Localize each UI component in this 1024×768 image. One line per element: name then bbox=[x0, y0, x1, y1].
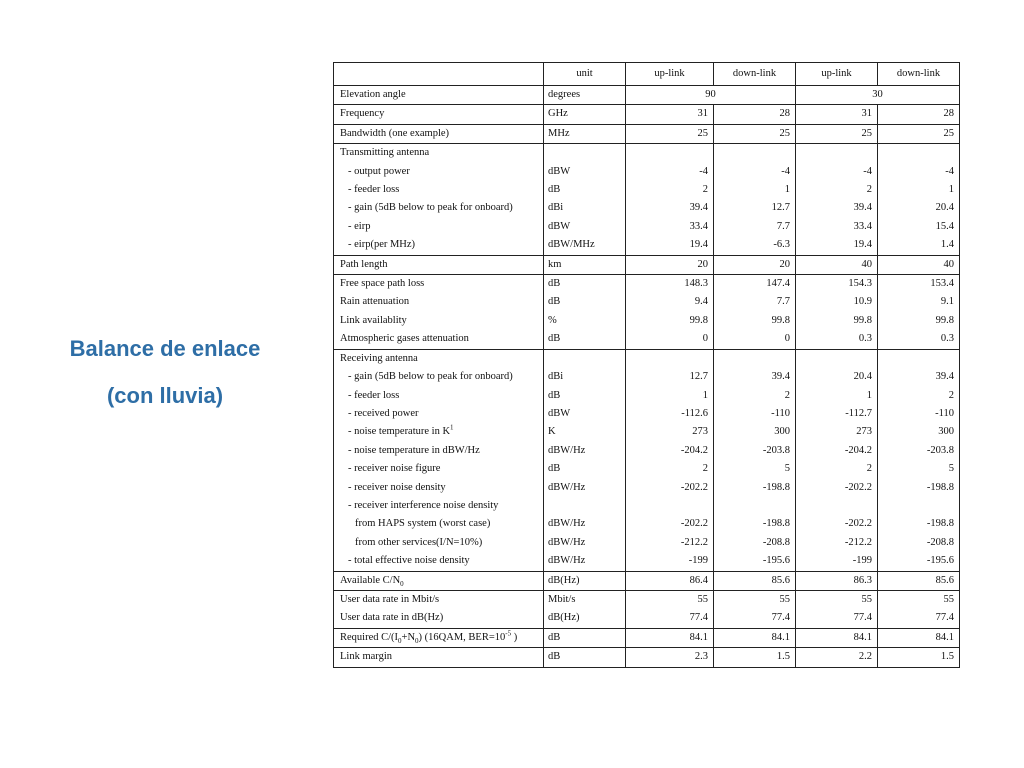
row-value: -208.8 bbox=[878, 534, 960, 552]
row-label: Path length bbox=[334, 255, 544, 274]
row-value: -199 bbox=[626, 552, 714, 571]
table-row bbox=[334, 648, 960, 667]
row-value: 1 bbox=[626, 387, 714, 405]
row-value: 0.3 bbox=[796, 330, 878, 349]
row-value: 0 bbox=[714, 330, 796, 349]
row-value: 1 bbox=[714, 181, 796, 199]
link-budget-table bbox=[333, 62, 960, 668]
row-value: -4 bbox=[626, 163, 714, 181]
row-value bbox=[796, 144, 878, 163]
row-value: 55 bbox=[714, 590, 796, 609]
row-value: 1.5 bbox=[714, 648, 796, 667]
row-unit: degrees bbox=[544, 86, 626, 105]
row-value: 99.8 bbox=[878, 312, 960, 330]
row-value bbox=[796, 349, 878, 368]
row-value: 39.4 bbox=[796, 199, 878, 217]
row-label: Atmospheric gases attenuation bbox=[334, 330, 544, 349]
row-value: 86.4 bbox=[626, 571, 714, 590]
row-label: Rain attenuation bbox=[334, 293, 544, 311]
row-unit: dB(Hz) bbox=[544, 571, 626, 590]
table-header-row bbox=[334, 63, 960, 86]
row-value: -202.2 bbox=[796, 515, 878, 533]
row-label: - feeder loss bbox=[334, 387, 544, 405]
row-value: 33.4 bbox=[626, 218, 714, 236]
row-value: 1 bbox=[878, 181, 960, 199]
row-label: Free space path loss bbox=[334, 275, 544, 294]
elevation-value-90: 90 bbox=[626, 86, 796, 105]
row-value: -198.8 bbox=[714, 479, 796, 497]
row-value: 2 bbox=[796, 460, 878, 478]
row-label: Required $C/(I_0+N_0)$ (16QAM, $BER=10^{-5}$ ) bbox=[334, 628, 544, 647]
row-value: -203.8 bbox=[714, 442, 796, 460]
row-value: -110 bbox=[714, 405, 796, 423]
row-value: -112.7 bbox=[796, 405, 878, 423]
row-value: 5 bbox=[878, 460, 960, 478]
header-parameter bbox=[334, 63, 544, 86]
row-value: 77.4 bbox=[626, 609, 714, 628]
row-value bbox=[626, 144, 714, 163]
row-value: 2.3 bbox=[626, 648, 714, 667]
row-value: -202.2 bbox=[796, 479, 878, 497]
row-value: -203.8 bbox=[878, 442, 960, 460]
row-value bbox=[878, 349, 960, 368]
row-value: 84.1 bbox=[626, 628, 714, 647]
row-value: 39.4 bbox=[878, 368, 960, 386]
exponent: -5 bbox=[505, 629, 512, 638]
row-label: Link availablity bbox=[334, 312, 544, 330]
row-value: 20.4 bbox=[796, 368, 878, 386]
row-value: 20.4 bbox=[878, 199, 960, 217]
row-value: 39.4 bbox=[714, 368, 796, 386]
row-label: - received power bbox=[334, 405, 544, 423]
row-value: -4 bbox=[878, 163, 960, 181]
row-value bbox=[714, 497, 796, 515]
row-value: 77.4 bbox=[796, 609, 878, 628]
table-row bbox=[334, 552, 960, 571]
subscript-zero: 0 bbox=[400, 579, 404, 588]
row-value: -195.6 bbox=[878, 552, 960, 571]
row-label: - noise temperature in dBW/Hz bbox=[334, 442, 544, 460]
row-value: 40 bbox=[878, 255, 960, 274]
row-value: 10.9 bbox=[796, 293, 878, 311]
row-unit: % bbox=[544, 312, 626, 330]
table-row bbox=[334, 275, 960, 294]
row-unit: dBi bbox=[544, 199, 626, 217]
table-row bbox=[334, 534, 960, 552]
row-value: 2 bbox=[796, 181, 878, 199]
row-value: 7.7 bbox=[714, 293, 796, 311]
row-unit bbox=[544, 349, 626, 368]
row-unit bbox=[544, 144, 626, 163]
row-value: 2 bbox=[626, 460, 714, 478]
row-value: 55 bbox=[878, 590, 960, 609]
row-value: 15.4 bbox=[878, 218, 960, 236]
table-row bbox=[334, 255, 960, 274]
row-label: - total effective noise density bbox=[334, 552, 544, 571]
table-row bbox=[334, 479, 960, 497]
row-unit: dBW bbox=[544, 405, 626, 423]
header-unit: unit bbox=[544, 63, 626, 86]
row-value: 12.7 bbox=[714, 199, 796, 217]
table-row bbox=[334, 460, 960, 478]
row-label: - gain (5dB below to peak for onboard) bbox=[334, 199, 544, 217]
table-row bbox=[334, 628, 960, 647]
row-value: 25 bbox=[796, 124, 878, 143]
table-row bbox=[334, 590, 960, 609]
row-unit: dB bbox=[544, 628, 626, 647]
row-unit: dBW bbox=[544, 218, 626, 236]
row-unit: dBi bbox=[544, 368, 626, 386]
row-unit: dB bbox=[544, 330, 626, 349]
row-label: from other services(I/N=10%) bbox=[334, 534, 544, 552]
row-unit: Mbit/s bbox=[544, 590, 626, 609]
row-value: 25 bbox=[626, 124, 714, 143]
row-label: from HAPS system (worst case) bbox=[334, 515, 544, 533]
table-row bbox=[334, 124, 960, 143]
row-unit: dB bbox=[544, 460, 626, 478]
header-uplink-30: up-link bbox=[796, 63, 878, 86]
row-value: 33.4 bbox=[796, 218, 878, 236]
row-value: 25 bbox=[878, 124, 960, 143]
row-value: 55 bbox=[626, 590, 714, 609]
row-value: 99.8 bbox=[796, 312, 878, 330]
row-unit bbox=[544, 497, 626, 515]
row-value: 20 bbox=[714, 255, 796, 274]
row-value: 99.8 bbox=[626, 312, 714, 330]
table-row bbox=[334, 163, 960, 181]
notation-text: +N bbox=[401, 631, 416, 643]
row-label: - receiver interference noise density bbox=[334, 497, 544, 515]
row-value: 25 bbox=[714, 124, 796, 143]
table-row bbox=[334, 387, 960, 405]
row-unit: dBW/Hz bbox=[544, 552, 626, 571]
table-row bbox=[334, 442, 960, 460]
row-value: 300 bbox=[878, 423, 960, 441]
row-label: Bandwidth (one example) bbox=[334, 124, 544, 143]
table-row bbox=[334, 312, 960, 330]
row-value: 273 bbox=[796, 423, 878, 441]
table-row bbox=[334, 181, 960, 199]
row-value: 2 bbox=[714, 387, 796, 405]
row-value: -208.8 bbox=[714, 534, 796, 552]
row-value: 84.1 bbox=[796, 628, 878, 647]
row-value: -110 bbox=[878, 405, 960, 423]
row-label: - noise temperature in $K^1$ bbox=[334, 423, 544, 441]
row-value: 55 bbox=[796, 590, 878, 609]
row-value: -112.6 bbox=[626, 405, 714, 423]
row-value: 84.1 bbox=[878, 628, 960, 647]
table-row bbox=[334, 236, 960, 255]
subscript-zero: 0 bbox=[415, 636, 419, 645]
row-unit: dBW/MHz bbox=[544, 236, 626, 255]
row-value: -195.6 bbox=[714, 552, 796, 571]
header-uplink-90: up-link bbox=[626, 63, 714, 86]
row-unit: dB bbox=[544, 293, 626, 311]
row-value: 147.4 bbox=[714, 275, 796, 294]
row-value: 5 bbox=[714, 460, 796, 478]
table-row bbox=[334, 218, 960, 236]
slide-subtitle: (con lluvia) bbox=[106, 383, 224, 408]
row-value: 28 bbox=[878, 105, 960, 124]
row-unit: dBW/Hz bbox=[544, 534, 626, 552]
row-value: 85.6 bbox=[878, 571, 960, 590]
row-value: 153.4 bbox=[878, 275, 960, 294]
row-unit: dB bbox=[544, 181, 626, 199]
row-value bbox=[626, 349, 714, 368]
table-row bbox=[334, 515, 960, 533]
row-value: -198.8 bbox=[878, 479, 960, 497]
table-row bbox=[334, 349, 960, 368]
notation-text: ) bbox=[418, 631, 423, 643]
row-unit: dBW/Hz bbox=[544, 442, 626, 460]
row-unit: dB bbox=[544, 387, 626, 405]
row-label: Link margin bbox=[334, 648, 544, 667]
table-body bbox=[334, 105, 960, 667]
row-unit: dBW/Hz bbox=[544, 479, 626, 497]
notation-text: ) bbox=[511, 631, 518, 643]
row-value: 40 bbox=[796, 255, 878, 274]
row-value: 12.7 bbox=[626, 368, 714, 386]
table-row bbox=[334, 368, 960, 386]
header-downlink-30: down-link bbox=[878, 63, 960, 86]
row-value bbox=[796, 497, 878, 515]
row-value bbox=[714, 349, 796, 368]
row-value: 19.4 bbox=[796, 236, 878, 255]
row-unit: GHz bbox=[544, 105, 626, 124]
row-label: Available $C/N_0$ bbox=[334, 571, 544, 590]
row-label: - eirp(per MHz) bbox=[334, 236, 544, 255]
table-row bbox=[334, 423, 960, 441]
row-value: 2 bbox=[878, 387, 960, 405]
row-value: -198.8 bbox=[714, 515, 796, 533]
row-value: 85.6 bbox=[714, 571, 796, 590]
elevation-value-30: 30 bbox=[796, 86, 960, 105]
row-value: 148.3 bbox=[626, 275, 714, 294]
row-value: -212.2 bbox=[626, 534, 714, 552]
row-value: 9.4 bbox=[626, 293, 714, 311]
row-value: 1 bbox=[796, 387, 878, 405]
table-row bbox=[334, 144, 960, 163]
row-value: 77.4 bbox=[878, 609, 960, 628]
row-label: - feeder loss bbox=[334, 181, 544, 199]
footnote-marker: 1 bbox=[450, 423, 454, 432]
slide-title: Balance de enlace bbox=[69, 336, 261, 361]
row-unit: MHz bbox=[544, 124, 626, 143]
row-value: 273 bbox=[626, 423, 714, 441]
row-label: Frequency bbox=[334, 105, 544, 124]
row-value: 7.7 bbox=[714, 218, 796, 236]
row-value: -212.2 bbox=[796, 534, 878, 552]
row-value bbox=[878, 144, 960, 163]
row-value: 39.4 bbox=[626, 199, 714, 217]
row-value: 31 bbox=[626, 105, 714, 124]
row-value: 1.4 bbox=[878, 236, 960, 255]
row-unit: km bbox=[544, 255, 626, 274]
row-value: -6.3 bbox=[714, 236, 796, 255]
row-value: 0 bbox=[626, 330, 714, 349]
row-label: Elevation angle bbox=[334, 86, 544, 105]
row-value: 154.3 bbox=[796, 275, 878, 294]
row-value: 77.4 bbox=[714, 609, 796, 628]
table-row bbox=[334, 199, 960, 217]
row-value: 20 bbox=[626, 255, 714, 274]
table-row-elevation bbox=[334, 86, 960, 105]
row-value bbox=[878, 497, 960, 515]
row-unit: dB(Hz) bbox=[544, 609, 626, 628]
row-value: 1.5 bbox=[878, 648, 960, 667]
row-unit: dBW/Hz bbox=[544, 515, 626, 533]
row-label: - output power bbox=[334, 163, 544, 181]
row-value: -4 bbox=[714, 163, 796, 181]
table-row bbox=[334, 497, 960, 515]
row-unit: dBW bbox=[544, 163, 626, 181]
row-label: User data rate in Mbit/s bbox=[334, 590, 544, 609]
row-value: 86.3 bbox=[796, 571, 878, 590]
row-value: -4 bbox=[796, 163, 878, 181]
table-row bbox=[334, 330, 960, 349]
row-unit: K bbox=[544, 423, 626, 441]
row-value: -202.2 bbox=[626, 479, 714, 497]
row-value: -198.8 bbox=[878, 515, 960, 533]
row-value: 9.1 bbox=[878, 293, 960, 311]
row-label: Receiving antenna bbox=[334, 349, 544, 368]
subscript-zero: 0 bbox=[398, 636, 402, 645]
row-value: 0.3 bbox=[878, 330, 960, 349]
row-value: 2.2 bbox=[796, 648, 878, 667]
row-value: -202.2 bbox=[626, 515, 714, 533]
notation-text: (16QAM, BER=10 bbox=[422, 631, 506, 643]
row-value: 2 bbox=[626, 181, 714, 199]
row-value: 84.1 bbox=[714, 628, 796, 647]
table-row bbox=[334, 609, 960, 628]
row-value: 300 bbox=[714, 423, 796, 441]
row-label: - gain (5dB below to peak for onboard) bbox=[334, 368, 544, 386]
row-value: -204.2 bbox=[796, 442, 878, 460]
table-row bbox=[334, 405, 960, 423]
row-unit: dB bbox=[544, 648, 626, 667]
row-label: Transmitting antenna bbox=[334, 144, 544, 163]
row-value: 99.8 bbox=[714, 312, 796, 330]
row-value bbox=[714, 144, 796, 163]
row-label: - eirp bbox=[334, 218, 544, 236]
header-downlink-90: down-link bbox=[714, 63, 796, 86]
row-value: -199 bbox=[796, 552, 878, 571]
row-label: - receiver noise figure bbox=[334, 460, 544, 478]
table-row bbox=[334, 293, 960, 311]
row-value bbox=[626, 497, 714, 515]
table-row bbox=[334, 105, 960, 124]
table-row bbox=[334, 571, 960, 590]
row-value: -204.2 bbox=[626, 442, 714, 460]
row-label: User data rate in dB(Hz) bbox=[334, 609, 544, 628]
row-value: 31 bbox=[796, 105, 878, 124]
row-value: 19.4 bbox=[626, 236, 714, 255]
row-unit: dB bbox=[544, 275, 626, 294]
row-label: - receiver noise density bbox=[334, 479, 544, 497]
row-value: 28 bbox=[714, 105, 796, 124]
